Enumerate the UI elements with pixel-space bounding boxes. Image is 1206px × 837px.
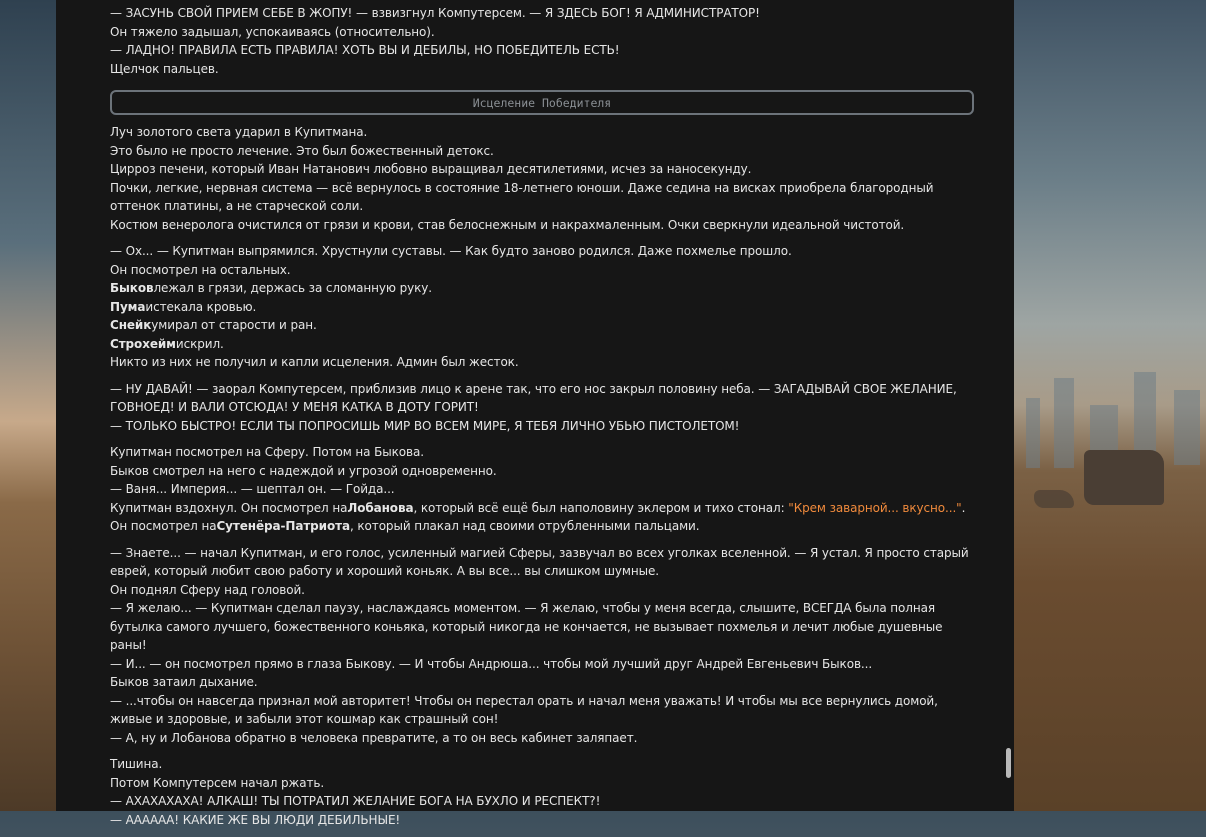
section-header [110,90,974,115]
text-line: — Ох... — Купитман выпрямился. Хрустнули суставы. — Как будто заново родился. Даже похмелье прошло. [110,244,792,258]
text-fragment: , который плакал над своими отрубленными пальцами. [349,519,700,533]
background-desert-right [1014,0,1206,811]
background-rock [1084,450,1164,505]
background-ruin [1026,398,1040,468]
character-name: Снейк [110,318,152,332]
paragraph-ending [110,755,980,829]
text-fragment: искрил. [175,336,224,351]
text-line: — Я желаю... — Купитман сделал паузу, наслаждаясь моментом. — Я желаю, чтобы у меня всегда, слышите, ВСЕГДА была полная бутылка самого лучшего, божественного коньяка, который никогда не кончается, не вызывает похмелья и лечит любые душевные раны! [110,601,943,652]
background-rock [1034,490,1074,508]
paragraph-choice [110,443,980,536]
text-line: Костюм венеролога очистился от грязи и крови, став белоснежным и накрахмаленным. Очки сверкнули идеальной чистотой. [110,217,905,232]
text-line: — НУ ДАВАЙ! — заорал Компутерсем, приблизив лицо к арене так, что его нос закрыл половину неба. — ЗАГАДЫВАЙ СВОЕ ЖЕЛАНИЕ, ГОВНОЕД! И ВАЛИ ОТСЮДА! У МЕНЯ КАТКА В ДОТУ ГОРИТ! [110,381,957,414]
text-line: Он поднял Сферу над головой. [110,582,305,597]
text-line: Быков затаил дыхание. [110,675,258,689]
text-line: — ...чтобы он навсегда признал мой авторитет! Чтобы он перестал орать и начал меня уважать! И чтобы мы все вернулись домой, живые и здоровые, и забыли этот кошмар как страшный сон! [110,693,938,726]
text-fragment: истекала кровью. [145,299,257,314]
text-line [110,298,980,317]
text-line: Купитман посмотрел на Сферу. Потом на Быкова. [110,445,424,459]
text-line: Никто из них не получил и капли исцеления. Админ был жесток. [110,355,519,369]
text-line [110,499,980,518]
character-name: Быков [110,281,154,295]
text-line: Цирроз печени, который Иван Натанович любовно выращивал десятилетиями, исчез за наносекунду. [110,162,752,176]
text-line: Луч золотого света ударил в Купитмана. [110,125,368,139]
text-line [110,316,980,335]
text-line: — ТОЛЬКО БЫСТРО! ЕСЛИ ТЫ ПОПРОСИШЬ МИР ВО ВСЕМ МИРЕ, Я ТЕБЯ ЛИЧНО УБЬЮ ПИСТОЛЕТОМ! [110,418,740,433]
text-line: — АААААА! КАКИЕ ЖЕ ВЫ ЛЮДИ ДЕБИЛЬНЫЕ! [110,812,401,827]
character-name: Лобанова [347,500,414,515]
text-line: Щелчок пальцев. [110,61,219,76]
text-line: — Знаете... — начал Купитман, и его голос, усиленный магией Сферы, зазвучал во всех уголках вселенной. — Я устал. Я просто старый еврей, который любит свою работу и хороший коньяк. А вы все... вы слишком шумные. [110,545,969,578]
character-name: Сутенёра-Патриота [216,519,350,533]
paragraph-wish [110,544,980,748]
text-line: — Ваня... Империя... — шептал он. — Гойда... [110,482,395,496]
paragraph-healing [110,123,980,234]
text-line: Он посмотрел на остальных. [110,262,291,277]
section-title: Исцеление Победителя [472,95,612,110]
background-desert-left [0,0,56,811]
text-line: — А, ну и Лобанова обратно в человека превратите, а то он весь кабинет заляпает. [110,730,638,745]
character-name: Пума [110,299,146,314]
text-line: Он тяжело задышал, успокаиваясь (относительно). [110,24,435,39]
text-fragment: , который всё ещё был наполовину эклером и тихо стонал: [413,500,789,515]
text-line: Это было не просто лечение. Это был божественный детокс. [110,143,494,158]
text-fragment: умирал от старости и ран. [151,318,317,332]
scrollbar-thumb[interactable] [1006,748,1011,778]
text-line: Тишина. [110,757,163,771]
text-line: — ЗАСУНЬ СВОЙ ПРИЕМ СЕБЕ В ЖОПУ! — взвизгнул Компутерсем. — Я ЗДЕСЬ БОГ! Я АДМИНИСТРАТОР! [110,6,760,20]
text-line: — ЛАДНО! ПРАВИЛА ЕСТЬ ПРАВИЛА! ХОТЬ ВЫ И ДЕБИЛЫ, НО ПОБЕДИТЕЛЬ ЕСТЬ! [110,43,620,57]
text-line: Быков смотрел на него с надеждой и угрозой одновременно. [110,463,497,478]
paragraph-demand [110,380,980,436]
text-line [110,279,980,298]
paragraph-others [110,242,980,372]
background-ruin [1174,390,1200,465]
paragraph-top [110,4,980,78]
text-fragment: Он посмотрел на [110,519,217,533]
text-line: Почки, легкие, нервная система — всё вернулось в состояние 18-летнего юноши. Даже седина на висках приобрела благородный оттенок платины, а не старческой соли. [110,180,934,213]
text-line [110,517,980,536]
quote-highlight: "Крем заварной... вкусно..." [788,500,962,515]
text-fragment: . [961,500,966,515]
character-name: Строхейм [110,336,176,351]
text-fragment: Купитман вздохнул. Он посмотрел на [110,500,348,515]
text-line: — АХАХАХАХА! АЛКАШ! ТЫ ПОТРАТИЛ ЖЕЛАНИЕ БОГА НА БУХЛО И РЕСПЕКТ?! [110,794,601,808]
text-fragment: лежал в грязи, держась за сломанную руку. [153,281,433,295]
text-line [110,335,980,354]
story-text [110,4,980,86]
text-line: — И... — он посмотрел прямо в глаза Быкову. — И чтобы Андрюша... чтобы мой лучший друг Андрей Евгеньевич Быков... [110,656,873,671]
story-text-body [110,123,980,837]
text-line: Потом Компутерсем начал ржать. [110,775,325,790]
background-ruin [1054,378,1074,468]
